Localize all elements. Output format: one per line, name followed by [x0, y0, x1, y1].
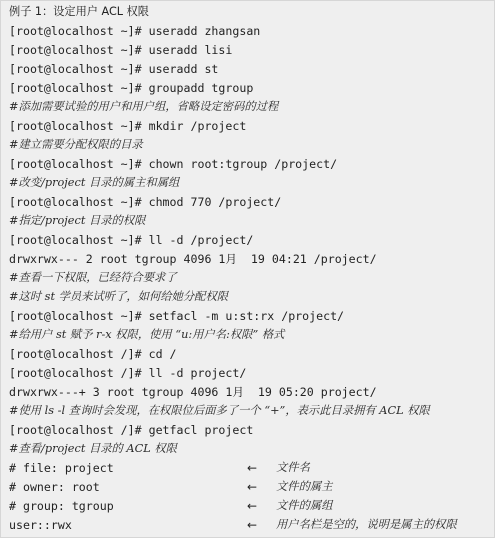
annotation-text: 文件的属组 [276, 499, 333, 512]
code-line: [root@localhost /]# ll -d project/ [9, 366, 247, 380]
code-line: [root@localhost ~]# setfacl -m u:st:rx /project/ [9, 309, 345, 323]
output-line: drwxrwx--- 2 root tgroup 4096 1月 19 04:21 /project/ [9, 252, 377, 266]
code-line: [root@localhost ~]# useradd lisi [9, 43, 233, 57]
code-line: [root@localhost ~]# mkdir /project [9, 119, 247, 133]
annotation-text: 文件的属主 [276, 480, 333, 493]
comment-line: #添加需要试验的用户和用户组，省略设定密码的过程 [9, 100, 279, 113]
annotation-text: 用户名栏是空的，说明是属主的权限 [276, 518, 457, 531]
code-line: [root@localhost /]# cd / [9, 347, 177, 361]
code-line: [root@localhost /]# getfacl project [9, 423, 254, 437]
code-line: [root@localhost ~]# useradd zhangsan [9, 24, 261, 38]
output-line: # group: tgroup [9, 499, 114, 513]
code-line: [root@localhost ~]# groupadd tgroup [9, 81, 254, 95]
example-title: 例子 1：设定用户 ACL 权限 [9, 5, 149, 18]
comment-line: #改变/project 目录的属主和属组 [9, 176, 180, 189]
comment-line: #给用户 st 赋予 r-x 权限，使用 “u:用户名:权限” 格式 [9, 328, 285, 341]
comment-line: #查看/project 目录的 ACL 权限 [9, 442, 177, 455]
left-arrow-icon: ← [247, 499, 258, 513]
annotation-text: 文件名 [276, 461, 310, 474]
comment-line: #查看一下权限，已经符合要求了 [9, 271, 177, 284]
comment-line: #使用 ls -l 查询时会发现，在权限位后面多了一个 “+”，表示此目录拥有 ACL 权限 [9, 404, 430, 417]
comment-line: #建立需要分配权限的目录 [9, 138, 143, 151]
code-line: [root@localhost ~]# chmod 770 /project/ [9, 195, 282, 209]
output-line: # file: project [9, 461, 114, 475]
left-arrow-icon: ← [247, 480, 258, 494]
comment-line: #这时 st 学员来试听了，如何给她分配权限 [9, 290, 229, 303]
left-arrow-icon: ← [247, 518, 258, 532]
output-line: user::rwx [9, 518, 72, 532]
code-line: [root@localhost ~]# ll -d /project/ [9, 233, 254, 247]
output-line: # owner: root [9, 480, 100, 494]
left-arrow-icon: ← [247, 461, 258, 475]
output-line: drwxrwx---+ 3 root tgroup 4096 1月 19 05:20 project/ [9, 385, 377, 399]
code-line: [root@localhost ~]# chown root:tgroup /project/ [9, 157, 338, 171]
code-line: [root@localhost ~]# useradd st [9, 62, 219, 76]
comment-line: #指定/project 目录的权限 [9, 214, 146, 227]
